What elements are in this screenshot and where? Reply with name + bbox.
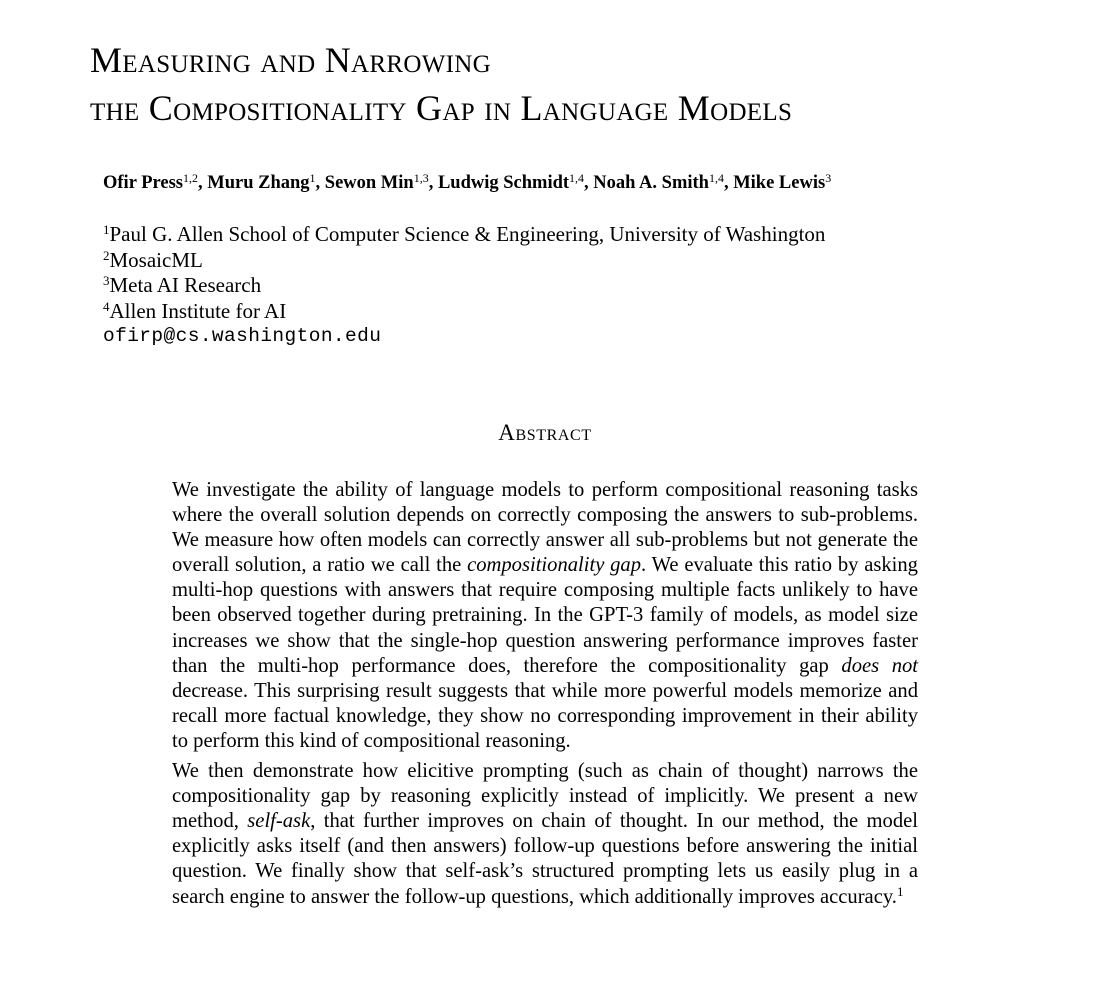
author-name: Ofir Press	[103, 173, 183, 193]
author-name: Muru Zhang	[207, 173, 310, 193]
author-name: Sewon Min	[324, 173, 414, 193]
title-line-2: the Compositionality Gap in Language Models	[90, 88, 793, 128]
abstract-text: decrease. This surprising result suggests that while more powerful models memorize and recall more factual knowledge, they show no corresponding improvement in their ability to perform this kind of compositional reasoning.	[172, 679, 918, 752]
affiliation-text: Allen Institute for AI	[109, 298, 287, 323]
footnote-marker[interactable]: 1	[896, 883, 904, 899]
author-name: Mike Lewis	[733, 173, 826, 193]
affiliation-number: 3	[103, 273, 110, 288]
author-name: Ludwig Schmidt	[437, 173, 570, 193]
title-line-1: Measuring and Narrowing	[90, 40, 491, 80]
author-list: Ofir Press$^{1,2}$, Muru Zhang$^1$, Sewon Min$^{1,3}$, Ludwig Schmidt$^{1,4}$, Noah A. Smith$^{1,4}$, Mike Lewis$^3$	[103, 171, 832, 193]
affiliation-text: Paul G. Allen School of Computer Science & Engineering, University of Washington	[109, 222, 826, 246]
affiliation-line	[103, 248, 1003, 274]
affiliation-line	[103, 299, 1003, 325]
affiliation-list	[103, 222, 1003, 350]
abstract-body	[172, 478, 918, 910]
affiliation-number: 1	[103, 222, 110, 237]
affiliation-line	[103, 273, 1003, 299]
abstract-heading: Abstract	[498, 420, 592, 445]
affiliation-line	[103, 222, 1003, 248]
affiliation-text: MosaicML	[109, 247, 203, 272]
author-affiliation-marker: 1,4	[569, 171, 585, 185]
abstract-text: . We evaluate this ratio by asking multi-hop questions with answers that require composing multiple facts unlikely to have been observed together during pretraining. In the GPT-3 family of models, as model size increases we show that the single-hop question answering performance improves faster than the multi-hop performance does, therefore the compositionality gap	[172, 554, 918, 677]
abstract-text: , that further improves on chain of thought. In our method, the model explicitly asks itself (and then answers) follow-up questions before answering the initial question. We finally show that self-ask’s structured prompting lets us easily plug in a search engine to answer the follow-up questions, which additionally improves accuracy.	[172, 810, 918, 908]
abstract-text: We then demonstrate how elicitive prompting (such as chain of thought) narrows the compositionality gap by reasoning explicitly instead of implicitly. We present a new method,	[172, 760, 918, 833]
author-name: Noah A. Smith	[593, 173, 709, 193]
abstract-text: We investigate the ability of language models to perform compositional reasoning tasks where the overall solution depends on correctly composing the answers to sub-problems. We measure how often models can correctly answer all sub-problems but not generate the overall solution, a ratio we call the	[172, 479, 918, 577]
author-affiliation-marker: 1,3	[413, 171, 429, 185]
affiliation-number: 4	[103, 298, 110, 314]
affiliation-number: 2	[103, 247, 110, 263]
paper-title	[90, 36, 1080, 132]
contact-email[interactable]: ofirp@cs.washington.edu	[103, 325, 382, 347]
author-affiliation-marker: 1	[309, 171, 316, 185]
author-affiliation-marker: 1,2	[182, 171, 198, 185]
abstract-paragraph-2	[172, 759, 918, 910]
emphasized-term: does not	[841, 654, 919, 677]
abstract-paragraph-1	[172, 478, 918, 754]
emphasized-term: self-ask	[247, 810, 311, 833]
author-affiliation-marker: 1,4	[708, 171, 724, 185]
emphasized-term: compositionality gap	[467, 554, 642, 577]
author-affiliation-marker: 3	[825, 171, 832, 185]
affiliation-text: Meta AI Research	[109, 273, 262, 297]
